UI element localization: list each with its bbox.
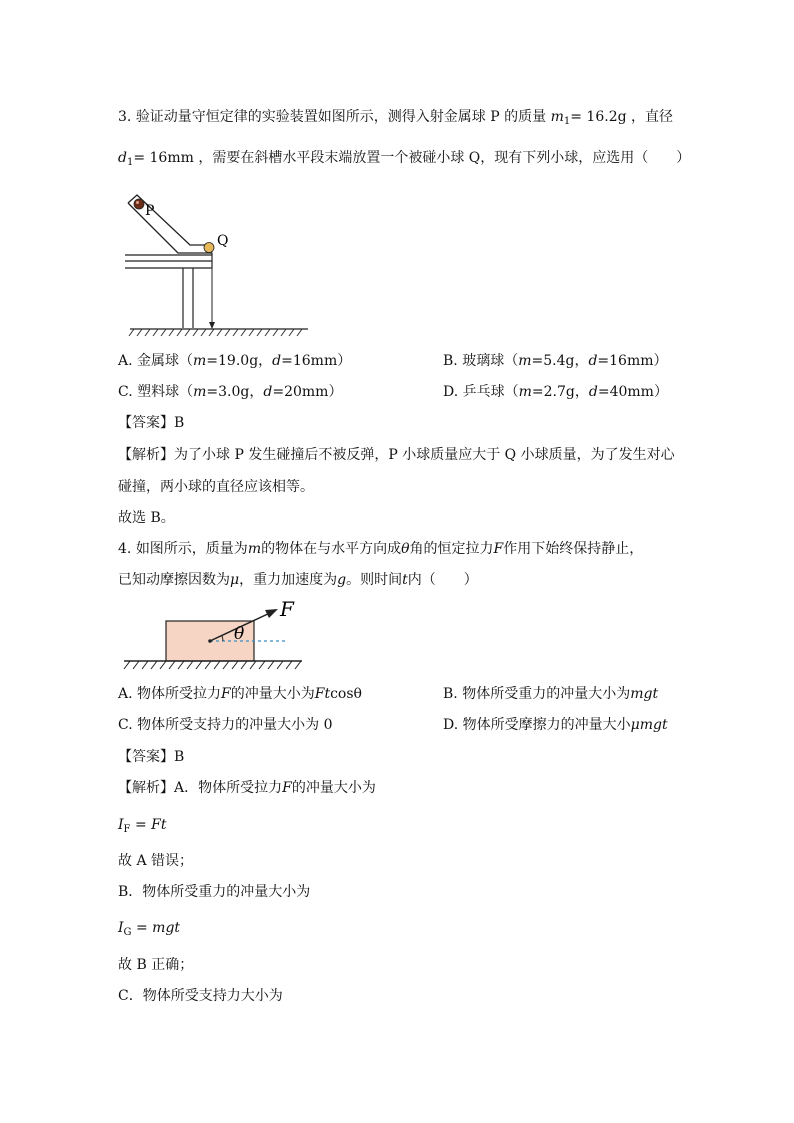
q3-analysis-line1: 【解析】为了小球 P 发生碰撞后不被反弹，P 小球质量应大于 Q 小球质量，为了发生对心 [118, 447, 675, 463]
ball-q [204, 243, 214, 253]
q4-stem-line2: 已知动摩擦因数为μ，重力加速度为g。则时间t内（ ） [118, 572, 478, 588]
q4-option-d[interactable]: D. 物体所受摩擦力的冲量大小μmgt [443, 717, 668, 733]
q4-equation-ig: $I_G$ = mgt [118, 920, 181, 938]
label-q: Q [217, 233, 229, 249]
q3-answer: 【答案】B [118, 415, 185, 431]
label-F: F [280, 597, 294, 621]
q4-analysis-b: B．物体所受重力的冲量大小为 [118, 884, 311, 900]
plumb-arrow [209, 322, 215, 329]
q4-option-a[interactable]: A. 物体所受拉力F的冲量大小为Ftcosθ [118, 686, 362, 702]
q3-option-a[interactable]: A. 金属球（m=19.0g，d=16mm） [118, 353, 352, 369]
q4-block-figure [120, 597, 320, 677]
ball-p-highlight [136, 201, 139, 204]
ground-hatch [124, 661, 301, 669]
q3-option-c[interactable]: C. 塑料球（m=3.0g，d=20mm） [118, 384, 343, 400]
q3-number: 3. [118, 109, 132, 125]
q3-option-d[interactable]: D. 乒乓球（m=2.7g，d=40mm） [443, 384, 668, 400]
q4-equation-if: $I_F = Ft$ [118, 817, 167, 835]
q3-analysis-line2: 碰撞，两小球的直径应该相等。 [118, 479, 314, 495]
q4-analysis-a: 【解析】A．物体所受拉力F的冲量大小为 [118, 780, 376, 796]
q3-option-b[interactable]: B. 玻璃球（m=5.4g，d=16mm） [443, 353, 668, 369]
q3-m1: $m_1= 16.2g$ [550, 109, 627, 127]
q4-number: 4. [118, 541, 132, 557]
label-theta: θ [234, 624, 245, 644]
q4-verdict-a: 故 A 错误； [118, 853, 194, 869]
q3-stem-line2 [118, 148, 690, 173]
ball-p [134, 199, 144, 209]
q3-stem-line1 [118, 107, 673, 132]
q3-stem-part1: 验证动量守恒定律的实验装置如图所示，测得入射金属球 P 的质量 [135, 109, 547, 125]
ground-hatch [129, 329, 302, 336]
q4-answer: 【答案】B [118, 749, 185, 765]
label-p: P [145, 203, 155, 219]
q3-stem-part1-end: ，直径 [631, 109, 674, 125]
q3-apparatus-figure [120, 193, 320, 343]
q4-option-b[interactable]: B. 物体所受重力的冲量大小为mgt [443, 686, 659, 702]
force-origin-dot [208, 639, 212, 643]
force-arrow-head [265, 609, 278, 618]
q4-option-c[interactable]: C. 物体所受支持力的冲量大小为 0 [118, 717, 333, 733]
q3-stem-part2: ，需要在斜槽水平段末端放置一个被碰小球 Q，现有下列小球，应选用（ ） [198, 150, 691, 166]
q4-analysis-c: C．物体所受支持力大小为 [118, 988, 283, 1004]
q4-verdict-b: 故 B 正确； [118, 957, 194, 973]
q3-d1: $d_1= 16mm$ [118, 150, 194, 168]
q3-conclusion: 故选 B。 [118, 510, 175, 526]
q4-stem-line1: 4. 如图所示，质量为m的物体在与水平方向成θ角的恒定拉力F作用下始终保持静止， [118, 541, 644, 557]
